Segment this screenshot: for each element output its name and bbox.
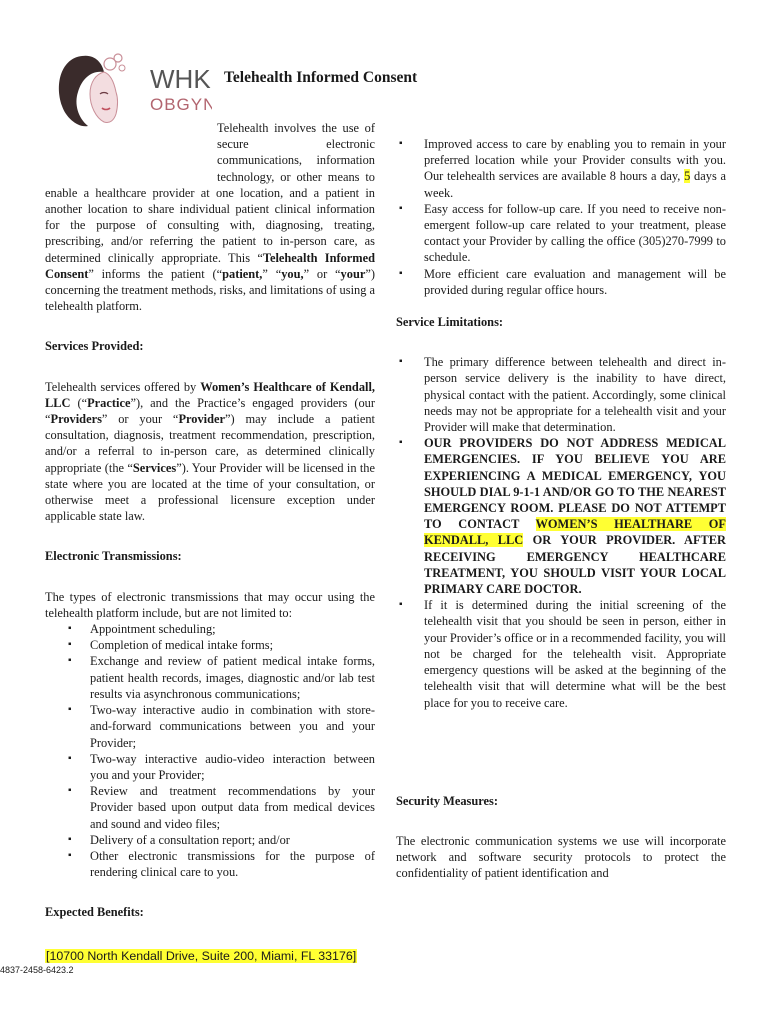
list-item: ▪ Exchange and review of patient medical intake forms, patient health records, images, diagnostic and/or lab test results via asynchronous communications;: [90, 653, 375, 702]
sp-text-2: (“: [70, 395, 88, 410]
list-item: ▪ The primary difference between telehealth and direct in-person service delivery is the inability to have direct, physical contact with the patient. Accordingly, some clinical needs may not be appropriate for a telehealth visit and your Provider will make that determination.: [424, 354, 726, 435]
list-item: ▪ Review and treatment recommendations by your Provider based upon output data from medical devices and sound and video files;: [90, 783, 375, 832]
list-item: ▪ Two-way interactive audio-video interaction between you and your Provider;: [90, 751, 375, 783]
intro-text-4: ” or “: [303, 266, 341, 281]
intro-text: Telehealth involves the use of secure electronic communications, information technology, or other means to enable a healthcare provider at one location, and a patient in another location to share individual patient clinical information for the purpose of consulting with, diagnosing, treating, prescribing, and/or referring the patient to in-person care, as determined clinically appropriate. This “: [45, 121, 375, 265]
benefit-text: Improved access to care by enabling you to remain in your preferred location while your Provider consults with you. Our telehealth services are available 8 hours a day,: [424, 137, 726, 184]
list-item: ▪ Delivery of a consultation report; and/or: [90, 832, 375, 848]
intro-bold-patient: patient,: [222, 266, 263, 281]
list-item: ▪ Other electronic transmissions for the purpose of rendering clinical care to you.: [90, 848, 375, 880]
sp-text-1: Telehealth services offered by: [45, 379, 201, 394]
sp-text-4: ” or your “: [101, 412, 179, 427]
list-item: ▪ More efficient care evaluation and management will be provided during regular office hours.: [424, 266, 726, 298]
service-limitations-heading: Service Limitations:: [396, 315, 504, 330]
emergency-text: OUR PROVIDERS DO NOT ADDRESS MEDICAL EMERGENCIES. IF YOU BELIEVE YOU ARE EXPERIENCING A MEDICAL EMERGENCY, YOU SHOULD DIAL 9-1-1 AND/OR GO TO THE NEAREST EMERGENCY ROOM. PLEASE DO NOT ATTEMPT TO CONTACT: [424, 436, 726, 532]
electronic-transmissions-list: [45, 621, 375, 880]
electronic-transmissions-heading: Electronic Transmissions:: [45, 549, 182, 564]
emergency-text-end: OR YOUR PROVIDER. AFTER RECEIVING EMERGENCY HEALTHCARE TREATMENT, YOU SHOULD VISIT YOUR LOCAL PRIMARY CARE DOCTOR.: [424, 533, 726, 597]
list-item: ▪ If it is determined during the initial screening of the telehealth visit that you should be seen in person, either in your Provider’s office or in a recommended facility, you will not be charged for the telehealth visit. Appropriate emergency questions will be asked at the beginning of the telehealth visit that will determine what will be the best place for you to receive care.: [424, 597, 726, 710]
security-measures-heading: Security Measures:: [396, 793, 498, 808]
expected-benefits-list: [396, 136, 726, 298]
intro-paragraph: [45, 120, 375, 314]
list-item: ▪ Two-way interactive audio in combination with store-and-forward communications between you and your Provider;: [90, 702, 375, 751]
footer-address: [10700 North Kendall Drive, Suite 200, Miami, FL 33176]: [46, 949, 357, 963]
sp-text-5: ”) may include a patient consultation, diagnosis, treatment recommendation, prescription, and/or a referral to in-person care, as determined clinically appropriate (the “: [45, 412, 375, 475]
list-item: [424, 136, 726, 201]
highlighted-days: 5: [684, 169, 691, 184]
sp-bold-practice: Practice: [87, 395, 131, 410]
sp-bold-providers: Providers: [50, 412, 102, 427]
logo-sub: OBGYN: [150, 95, 212, 114]
sp-bold-provider: Provider: [178, 412, 226, 427]
services-provided-heading: Services Provided:: [45, 339, 144, 354]
logo-name: WHK: [150, 64, 211, 94]
intro-bold-you: you,: [281, 266, 304, 281]
intro-text-3: ” “: [262, 266, 282, 281]
benefit-text-end: days a week.: [424, 169, 726, 200]
service-limitations-list: [396, 354, 726, 710]
electronic-transmissions-intro: The types of electronic transmissions that may occur using the telehealth platform include, but are not limited to:: [45, 589, 375, 620]
list-item: ▪ Completion of medical intake forms;: [90, 637, 375, 653]
highlighted-practice-name: WOMEN’S HEALTHARE OF KENDALL, LLC: [424, 517, 726, 548]
document-id: 4837-2458-6423.2: [0, 965, 74, 975]
left-column: [45, 120, 375, 921]
document-title: Telehealth Informed Consent: [224, 69, 418, 86]
intro-text-2: ” informs the patient (“: [88, 266, 223, 281]
sp-bold-company: Women’s Healthcare of Kendall, LLC: [45, 379, 375, 410]
sp-text-3: ”), and the Practice’s engaged providers (our “: [45, 395, 375, 427]
expected-benefits-heading: Expected Benefits:: [45, 905, 144, 920]
services-provided-paragraph: [45, 379, 375, 525]
intro-text-5: ”) concerning the treatment methods, risks, and limitations of using a telehealth platform.: [45, 266, 376, 314]
intro-bold-your: your: [340, 266, 366, 281]
security-measures-paragraph: The electronic communication systems we use will incorporate network and software security protocols to protect the confidentiality of patient identification and: [396, 833, 726, 881]
sp-bold-services: Services: [132, 460, 177, 475]
sp-text-6: ”). Your Provider will be licensed in the state where you are located at the time of your consultation, or otherwise meet a professional licensure exception under applicable state law.: [45, 460, 375, 524]
list-item: [424, 435, 726, 597]
right-column: [396, 136, 726, 882]
list-item: ▪ Easy access for follow-up care. If you need to receive non-emergent follow-up care related to your treatment, please contact your Provider by calling the office (305)270-7999 to schedule.: [424, 201, 726, 266]
intro-bold-consent: Telehealth Informed Consent: [45, 250, 375, 281]
list-item: ▪ Appointment scheduling;: [90, 621, 375, 637]
